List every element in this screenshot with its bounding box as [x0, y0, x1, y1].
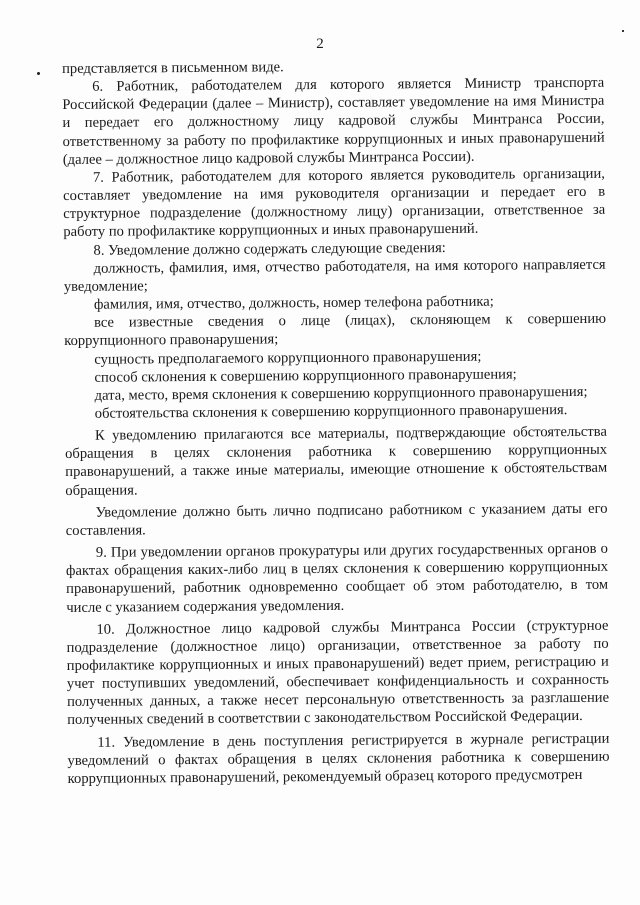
list-item-employee: фамилия, имя, отчество, должность, номер телефона работника;	[93, 293, 494, 313]
list-item-method: способ склонения к совершению коррупционного правонарушения;	[94, 366, 517, 386]
paragraph-8: 8. Уведомление должно содержать следующие сведения:	[93, 239, 446, 259]
paragraph-continuation: представляется в письменном виде.	[62, 59, 284, 77]
list-item-employer: должность, фамилия, имя, отчество работодателя, на имя которого направляется уведомление;	[63, 256, 606, 295]
list-item-essence: сущность предполагаемого коррупционного правонарушения;	[94, 348, 482, 368]
page-number: 2	[316, 36, 324, 52]
list-item-circumstances: обстоятельства склонения к совершению коррупционного правонарушения.	[94, 402, 568, 422]
paragraph-6: 6. Работник, работодателем для которого является Министр транспорта Российской Федерации (далее – Министр), составляет уведомление на имя Министра и передает его должностному лицу кадровой службы Минтранса России, ответственному за работу по профилактике коррупционных и иных правонарушений (далее – должностное лицо кадровой службы Минтранса России).	[62, 74, 605, 168]
scan-speck	[622, 30, 624, 32]
paragraph-7: 7. Работник, работодателем для которого является руководитель организации, составляет уведомление на имя руководителя организации и передает его в структурное подразделение (должностному лицу) организации, ответственное за работу по профилактике коррупционных и иных правонарушений.	[63, 165, 606, 241]
paragraph-attachments: К уведомлению прилагаются все материалы, подтверждающие обстоятельства обращения в целях склонения работника к совершению коррупционных правонарушений, а также иные материалы, имеющие отношение к обстоятельствам обращения.	[65, 423, 608, 499]
document-body	[62, 56, 610, 788]
list-item-date-place: дата, место, время склонения к совершению коррупционного правонарушения;	[94, 383, 588, 404]
paragraph-10: 10. Должностное лицо кадровой службы Минтранса России (структурное подразделение (должностное лицо) организации, ответственное за работу по профилактике коррупционных и иных правонарушений) ведет прием, регистрацию и учет поступивших уведомлений, обеспечивает конфиденциальность и сохранность полученных данных, а также несет персональную ответственность за разглашение полученных сведений в соответствии с законодательством Российской Федерации.	[66, 617, 610, 729]
paragraph-signature: Уведомление должно быть лично подписано работником с указанием даты его составления.	[65, 500, 608, 539]
paragraph-11: 11. Уведомление в день поступления регистрируется в журнале регистрации уведомлений о фактах обращения в целях склонения работника к совершению коррупционных правонарушений, рекомендуемый образец которого предусмотрен	[67, 730, 610, 787]
paragraph-9: 9. При уведомлении органов прокуратуры или других государственных органов о фактах обращения каких-либо лиц в целях склонения к совершению коррупционных правонарушений, работник одновременно сообщает об этом работодателю, в том числе с указанием содержания уведомления.	[65, 540, 609, 616]
list-item-persons: все известные сведения о лице (лицах), склоняющем к совершению коррупционного правонарушения;	[64, 310, 607, 350]
scan-dot	[37, 72, 40, 75]
